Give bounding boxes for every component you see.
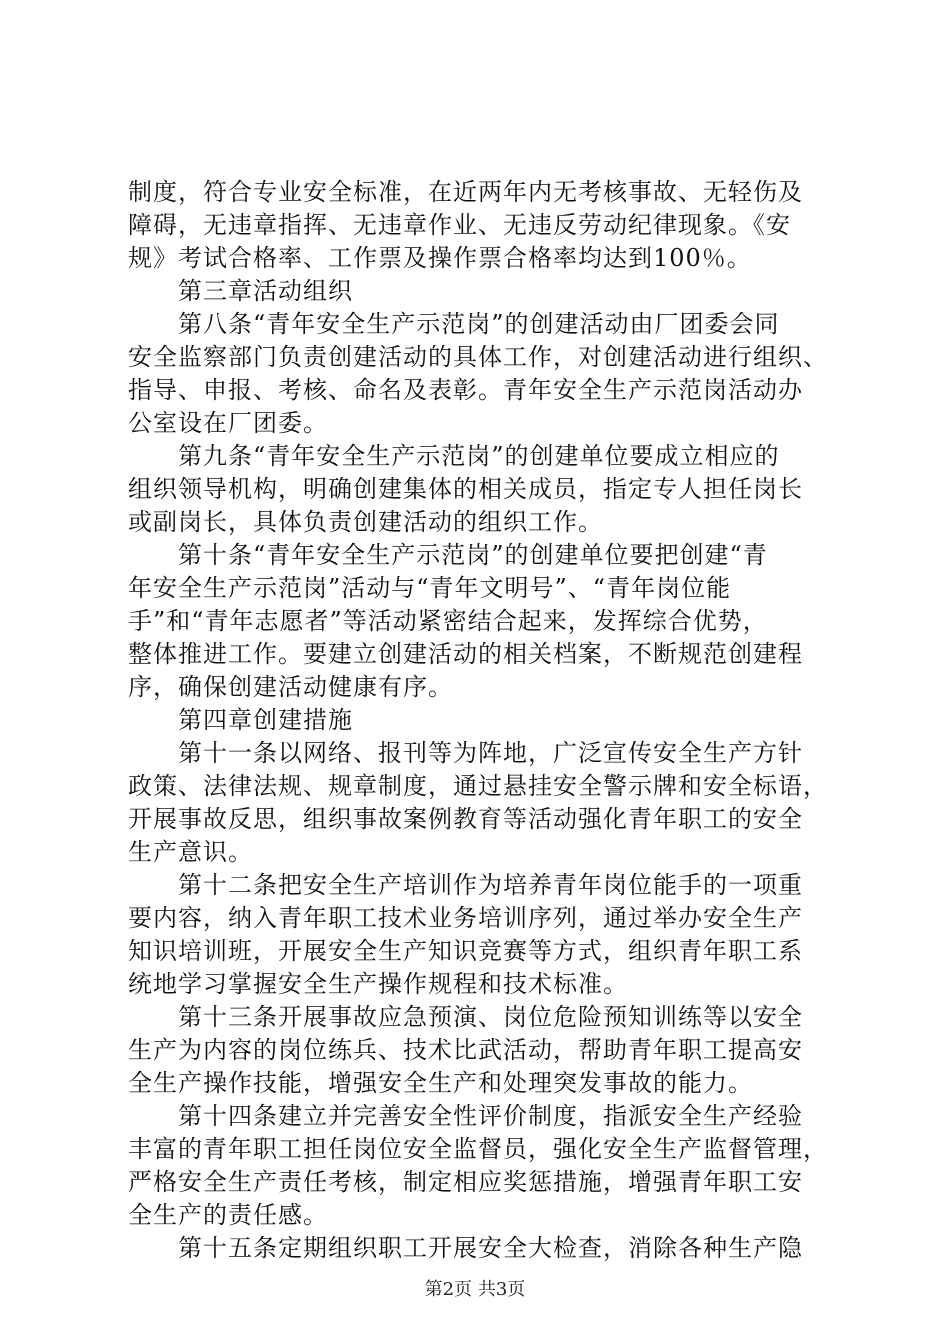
text-line: 要内容，纳入青年职工技术业务培训序列，通过举办安全生产 xyxy=(128,904,803,932)
text-line: 制度，符合专业安全标准，在近两年内无考核事故、无轻伤及 xyxy=(128,178,803,206)
text-line: 严格安全生产责任考核，制定相应奖惩措施，增强青年职工安 xyxy=(128,1168,803,1196)
text-line: 第十二条把安全生产培训作为培养青年岗位能手的一项重 xyxy=(128,871,803,899)
text-line: 生产意识。 xyxy=(128,838,253,866)
text-line: 政策、法律法规、规章制度，通过悬挂安全警示牌和安全标语， xyxy=(128,772,828,800)
text-line: 第十四条建立并完善安全性评价制度，指派安全生产经验 xyxy=(128,1102,803,1130)
text-line: 第十条“青年安全生产示范岗”的创建单位要把创建“青 xyxy=(128,541,768,569)
text-line: 年安全生产示范岗”活动与“青年文明号”、“青年岗位能 xyxy=(128,574,732,602)
text-line: 规》考试合格率、工作票及操作票合格率均达到100％。 xyxy=(128,244,752,272)
page-number-footer: 第2页 共3页 xyxy=(424,1279,526,1300)
text-line: 公室设在厂团委。 xyxy=(128,409,328,437)
text-line: 第十三条开展事故应急预演、岗位危险预知训练等以安全 xyxy=(128,1003,803,1031)
text-line: 或副岗长，具体负责创建活动的组织工作。 xyxy=(128,508,603,536)
text-line: 丰富的青年职工担任岗位安全监督员，强化安全生产监督管理， xyxy=(128,1135,828,1163)
text-line: 组织领导机构，明确创建集体的相关成员，指定专人担任岗长 xyxy=(128,475,803,503)
text-line: 第八条“青年安全生产示范岗”的创建活动由厂团委会同 xyxy=(128,310,780,338)
text-line: 知识培训班，开展安全生产知识竞赛等方式，组织青年职工系 xyxy=(128,937,803,965)
text-line: 第十一条以网络、报刊等为阵地，广泛宣传安全生产方针 xyxy=(128,739,803,767)
text-line: 安全监察部门负责创建活动的具体工作，对创建活动进行组织、 xyxy=(128,343,828,371)
text-line: 第九条“青年安全生产示范岗”的创建单位要成立相应的 xyxy=(128,442,780,470)
text-line: 手”和“青年志愿者”等活动紧密结合起来，发挥综合优势， xyxy=(128,607,768,635)
text-line: 统地学习掌握安全生产操作规程和技术标准。 xyxy=(128,970,628,998)
text-line: 整体推进工作。要建立创建活动的相关档案，不断规范创建程 xyxy=(128,640,803,668)
text-line: 开展事故反思，组织事故案例教育等活动强化青年职工的安全 xyxy=(128,805,803,833)
text-line: 序，确保创建活动健康有序。 xyxy=(128,673,453,701)
chapter-heading: 第四章创建措施 xyxy=(128,706,353,734)
text-line: 障碍，无违章指挥、无违章作业、无违反劳动纪律现象。《安 xyxy=(128,211,791,239)
text-line: 全生产操作技能，增强安全生产和处理突发事故的能力。 xyxy=(128,1069,753,1097)
text-line: 全生产的责任感。 xyxy=(128,1201,328,1229)
text-line: 生产为内容的岗位练兵、技术比武活动，帮助青年职工提高安 xyxy=(128,1036,803,1064)
text-line: 指导、申报、考核、命名及表彰。青年安全生产示范岗活动办 xyxy=(128,376,803,404)
chapter-heading: 第三章活动组织 xyxy=(128,277,353,305)
text-line: 第十五条定期组织职工开展安全大检查，消除各种生产隐 xyxy=(128,1234,803,1262)
